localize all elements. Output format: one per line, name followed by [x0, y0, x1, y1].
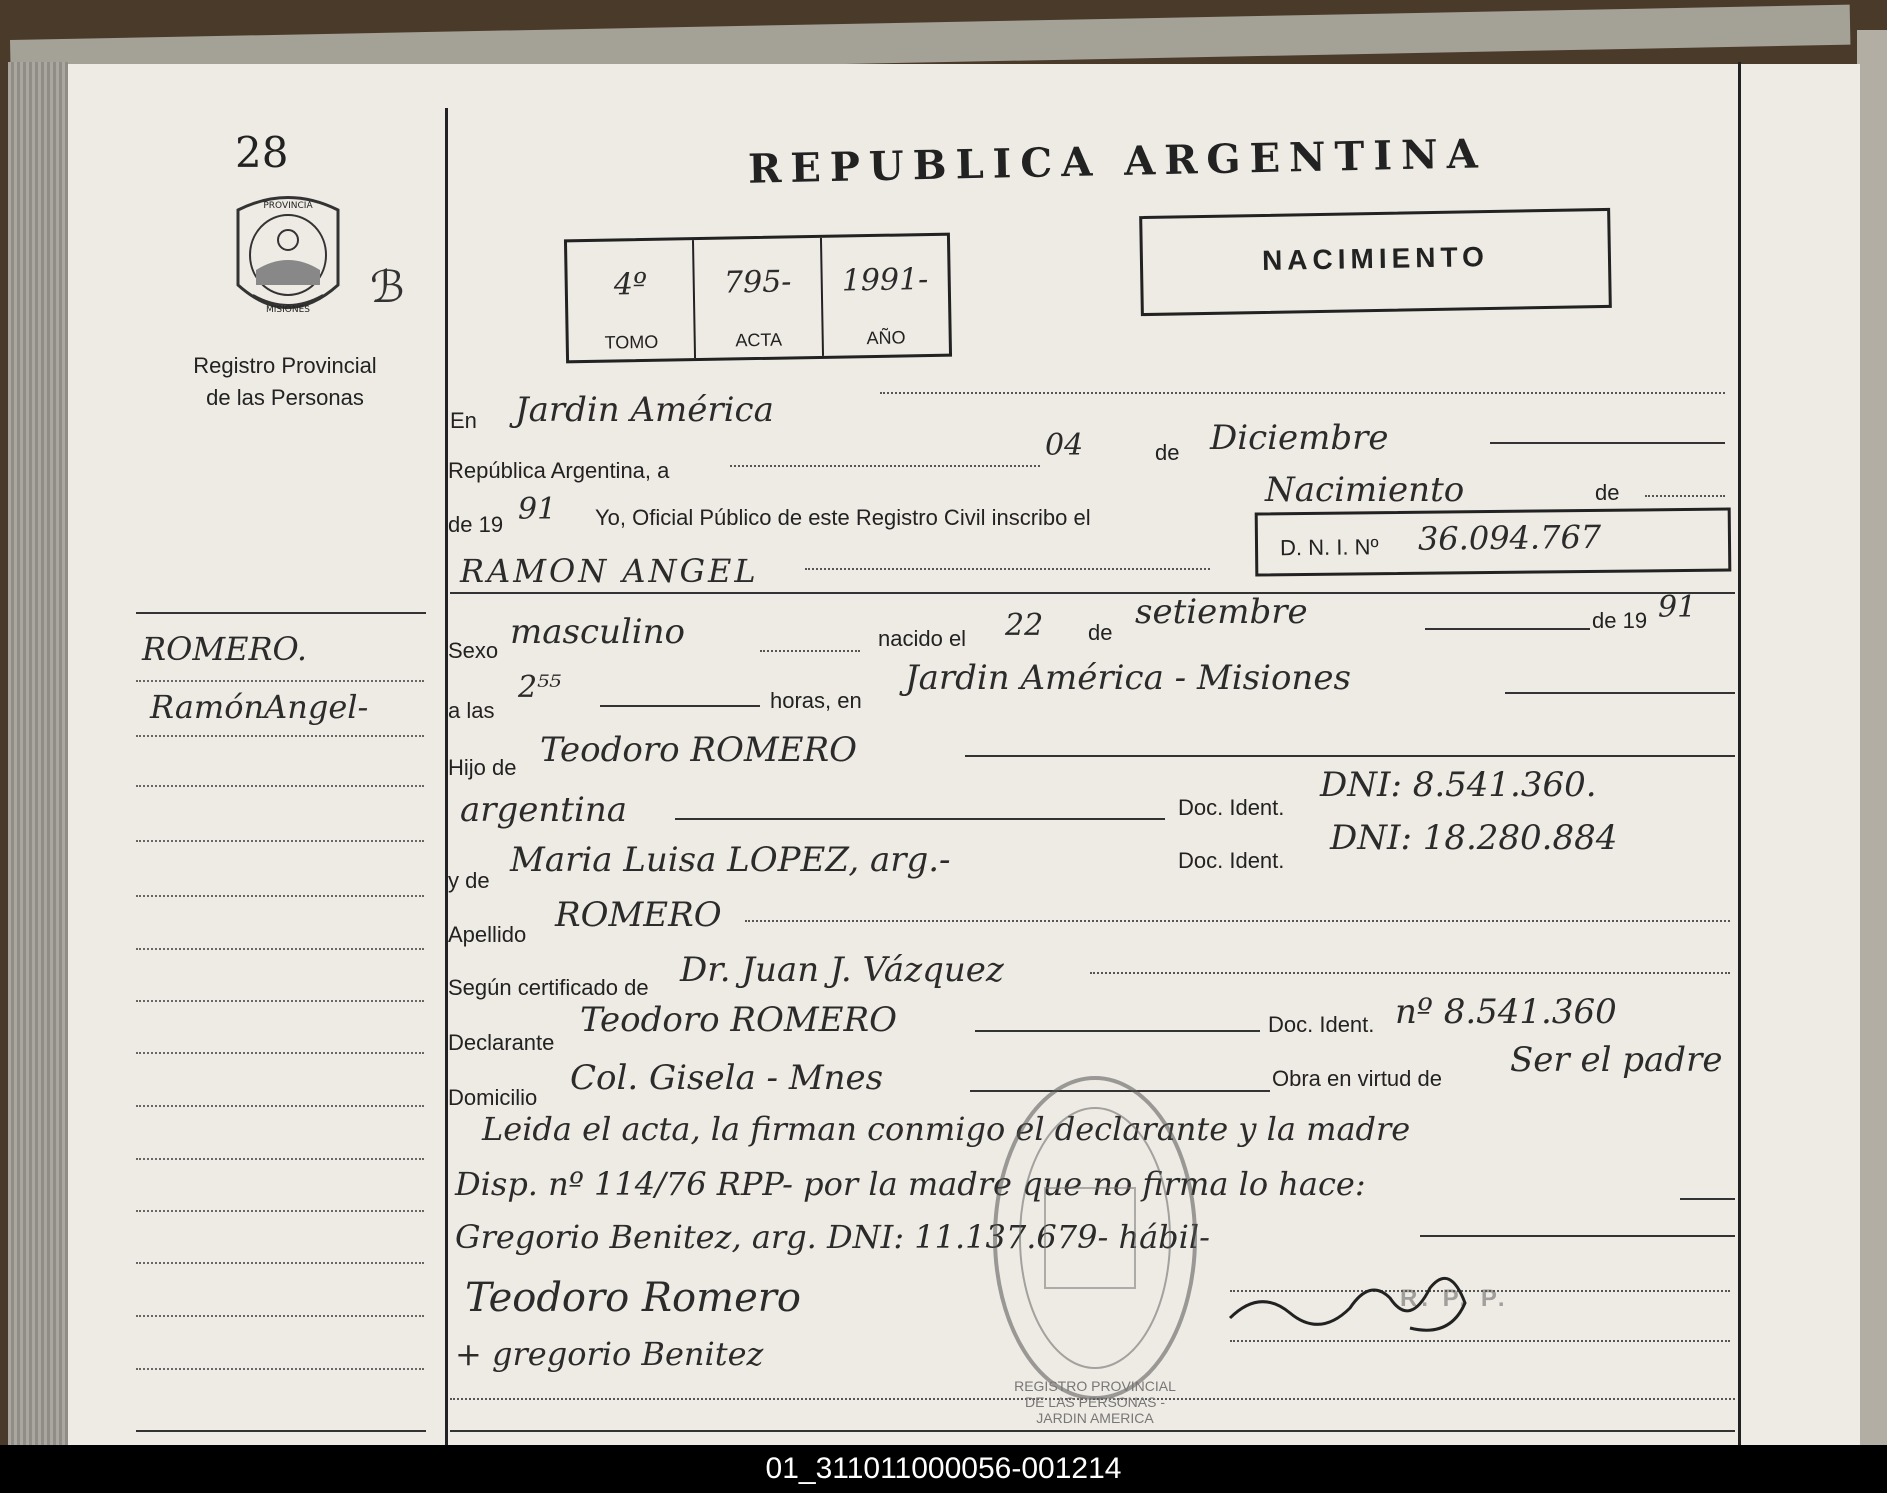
father-doc-field: DNI: 8.541.360.	[1320, 765, 1597, 805]
margin-line	[136, 1052, 424, 1054]
birth-month-field: setiembre	[1135, 592, 1308, 632]
signature-gregorio: + gregorio Benitez	[455, 1335, 764, 1373]
birth-year-suffix: 91	[1658, 590, 1697, 625]
birth-place-field: Jardin América - Misiones	[905, 658, 1351, 698]
father-doc-label: Doc. Ident.	[1178, 795, 1285, 820]
margin-bottom-rule	[136, 1430, 426, 1432]
page-right-edge	[1857, 30, 1887, 1445]
margin-line	[136, 1262, 424, 1264]
year-prefix: de 19	[448, 512, 504, 537]
place-line	[880, 392, 1725, 394]
page-number: 28	[235, 128, 289, 177]
acta-label: ACTA	[735, 329, 783, 351]
margin-line	[136, 1158, 424, 1160]
margin-line	[136, 1210, 424, 1212]
en-label: En	[450, 408, 477, 433]
declarante-label: Declarante	[448, 1030, 555, 1055]
dni-box	[1255, 508, 1732, 577]
month-line	[1490, 442, 1725, 444]
country-title: REPUBLICA ARGENTINA	[747, 130, 1488, 193]
margin-line	[136, 1368, 424, 1370]
apellido-field: ROMERO	[555, 895, 722, 935]
mother-doc-field: DNI: 18.280.884	[1330, 818, 1618, 858]
margin-line	[136, 1000, 424, 1002]
section-rule	[450, 592, 1735, 594]
signature-teodoro: Teodoro Romero	[465, 1275, 801, 1321]
record-type: NACIMIENTO	[1261, 241, 1490, 276]
note-line-2-rule	[1680, 1198, 1735, 1200]
declarante-doc-field: nº 8.541.360	[1395, 992, 1617, 1032]
registry-stamp-icon	[985, 1068, 1205, 1408]
certificado-label: Según certificado de	[448, 975, 649, 1000]
place-field: Jardin América	[515, 390, 774, 430]
de-label-2: de	[1595, 480, 1620, 505]
tomo-cell	[567, 240, 696, 360]
obra-field: Ser el padre	[1510, 1040, 1723, 1080]
margin-line	[136, 735, 424, 737]
note-line-1: Leida el acta, la firman conmigo el declarante y la madre	[482, 1110, 1411, 1148]
margin-line	[136, 680, 424, 682]
anio-value: 1991-	[841, 262, 929, 299]
hour-field: 2⁵⁵	[518, 670, 562, 705]
obra-label: Obra en virtud de	[1272, 1066, 1442, 1091]
birth-month-line	[1425, 628, 1590, 630]
y-de-label: y de	[448, 868, 490, 893]
day-field: 04	[1045, 428, 1084, 463]
note-line-3-rule	[1420, 1235, 1735, 1237]
father-field: Teodoro ROMERO	[540, 730, 857, 770]
tomo-value: 4º	[613, 266, 648, 303]
acta-cell	[694, 238, 823, 358]
de-line	[1645, 495, 1725, 497]
margin-line	[136, 1315, 424, 1317]
name-line	[805, 568, 1210, 570]
oficial-text: Yo, Oficial Público de este Registro Civil inscribo el	[595, 505, 1091, 530]
apellido-label: Apellido	[448, 922, 527, 947]
birth-place-line	[1505, 692, 1735, 694]
registry-name-line-2: de las Personas	[206, 385, 364, 410]
official-signature-icon	[1220, 1258, 1480, 1348]
declarante-field: Teodoro ROMERO	[580, 1000, 897, 1040]
certificado-field: Dr. Juan J. Vázquez	[680, 950, 1004, 990]
record-box	[564, 233, 952, 364]
sexo-field: masculino	[510, 612, 686, 652]
image-footer: 01_311011000056-001214	[0, 1445, 1887, 1493]
name-field: RAMON ANGEL	[460, 552, 759, 590]
registry-stamp-text: REGISTRO PROVINCIAL DE LAS PERSONAS - JARDIN AMERICA	[1014, 1378, 1176, 1426]
nacido-label: nacido el	[878, 626, 967, 651]
margin-line	[136, 840, 424, 842]
dni-value: 36.094.767	[1417, 517, 1602, 558]
year-suffix: 91	[518, 492, 557, 527]
margin-line	[136, 895, 424, 897]
domicilio-label: Domicilio	[448, 1085, 538, 1110]
declarante-line	[975, 1030, 1260, 1032]
bottom-rule	[450, 1430, 1735, 1432]
month-field: Diciembre	[1210, 418, 1389, 458]
initials-mark: ℬ	[370, 262, 405, 313]
birth-year-prefix: de 19	[1592, 608, 1648, 633]
declarante-doc-label: Doc. Ident.	[1268, 1012, 1375, 1037]
margin-line	[136, 1105, 424, 1107]
sexo-label: Sexo	[448, 638, 499, 663]
official-stamp-text: R. P. P.	[1400, 1285, 1509, 1312]
domicilio-field: Col. Gisela - Mnes	[570, 1058, 884, 1098]
margin-rule	[136, 612, 426, 614]
hijo-label: Hijo de	[448, 755, 517, 780]
hour-line	[600, 705, 760, 707]
svg-text:MISIONES: MISIONES	[265, 305, 311, 315]
horas-label: horas, en	[770, 688, 862, 713]
anio-cell	[822, 236, 949, 356]
tomo-label: TOMO	[604, 331, 659, 353]
margin-surname: ROMERO.	[142, 630, 308, 668]
republic-label: República Argentina, a	[448, 458, 670, 483]
margin-given-name: RamónAngel-	[150, 688, 369, 726]
nationality-line	[675, 818, 1165, 820]
act-type-field: Nacimiento	[1265, 470, 1465, 510]
margin-line	[136, 948, 424, 950]
certificado-line	[1090, 972, 1730, 974]
registry-name-line-1: Registro Provincial	[193, 353, 377, 378]
margin-line	[136, 785, 424, 787]
right-border	[1738, 62, 1741, 1445]
acta-value: 795-	[723, 264, 792, 301]
sexo-line	[760, 650, 860, 652]
note-line-3: Gregorio Benitez, arg. DNI: 11.137.679- hábil-	[455, 1218, 1210, 1256]
de-label: de	[1155, 440, 1180, 465]
birth-day-field: 22	[1005, 608, 1044, 643]
a-las-label: a las	[448, 698, 495, 723]
day-line	[730, 465, 1040, 467]
mother-field: Maria Luisa LOPEZ, arg.-	[510, 840, 951, 880]
apellido-line	[745, 920, 1730, 922]
book-binding	[8, 62, 68, 1445]
father-line	[965, 755, 1735, 757]
anio-label: AÑO	[866, 327, 906, 349]
province-seal-icon	[228, 190, 348, 325]
mother-doc-label: Doc. Ident.	[1178, 848, 1285, 873]
record-type-box	[1139, 208, 1612, 316]
de-label-3: de	[1088, 620, 1113, 645]
registry-name	[170, 350, 400, 414]
dni-label: D. N. I. Nº	[1279, 534, 1379, 561]
note-line-2: Disp. nº 114/76 RPP- por la madre que no firma lo hace:	[455, 1165, 1366, 1203]
svg-text:PROVINCIA: PROVINCIA	[263, 201, 313, 211]
father-nationality-field: argentina	[460, 790, 628, 830]
